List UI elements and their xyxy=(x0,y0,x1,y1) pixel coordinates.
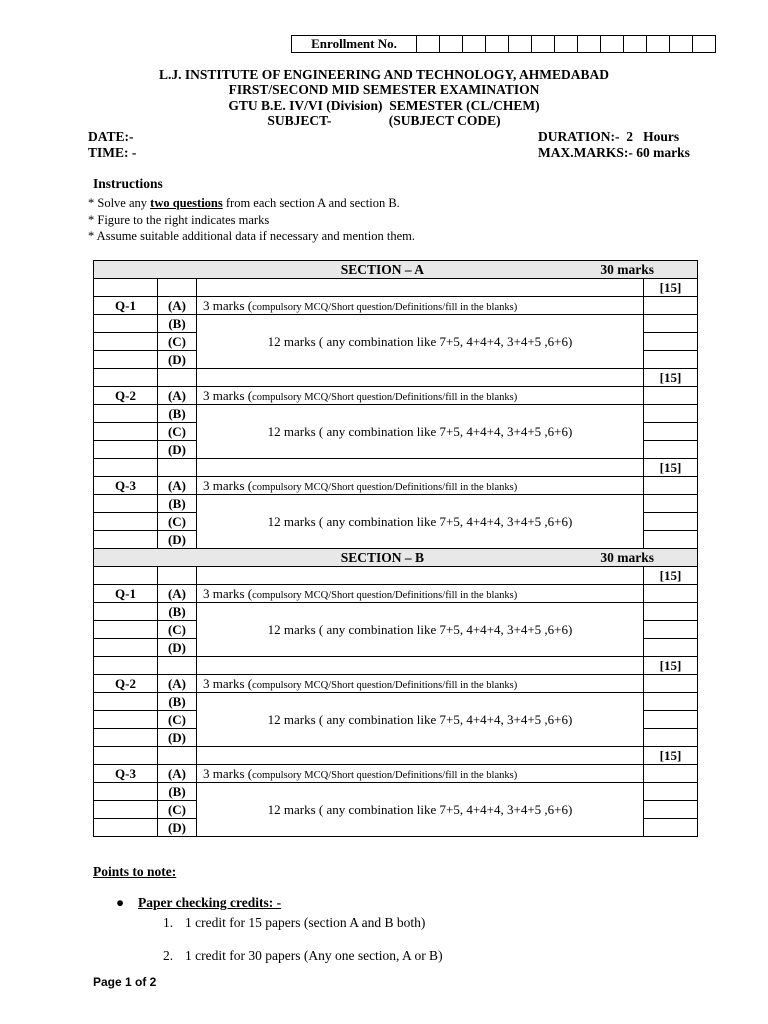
question-part-row xyxy=(94,495,698,513)
part-label: (B) xyxy=(158,315,197,333)
question-marks: [15] xyxy=(644,459,698,477)
question-number: Q-1 xyxy=(94,585,158,603)
twelve-marks-text: 12 marks ( any combination like 7+5, 4+4+4, 3+4+5 ,6+6) xyxy=(197,495,644,549)
twelve-marks-text: 12 marks ( any combination like 7+5, 4+4+4, 3+4+5 ,6+6) xyxy=(197,693,644,747)
time-label: TIME: - xyxy=(88,145,137,160)
enrollment-box xyxy=(291,35,716,53)
part-label: (C) xyxy=(158,621,197,639)
part-label: (A) xyxy=(158,585,197,603)
three-marks-text: 3 marks (compulsory MCQ/Short question/Definitions/fill in the blanks) xyxy=(197,585,644,603)
question-part-row xyxy=(94,477,698,495)
points-title: Points to note: xyxy=(93,864,177,879)
question-part-row xyxy=(94,387,698,405)
marks-cell xyxy=(644,585,698,603)
empty-cell xyxy=(197,459,644,477)
institute-name: L.J. INSTITUTE OF ENGINEERING AND TECHNOLOGY, AHMEDABAD xyxy=(159,67,609,82)
question-number xyxy=(94,819,158,837)
question-marks-row xyxy=(94,567,698,585)
empty-cell xyxy=(197,567,644,585)
enrollment-digit-cell[interactable] xyxy=(601,36,624,52)
question-part-row xyxy=(94,405,698,423)
marks-cell xyxy=(644,441,698,459)
section-marks: 30 marks xyxy=(600,549,654,565)
question-number xyxy=(94,513,158,531)
section-header-row xyxy=(94,261,698,279)
question-marks: [15] xyxy=(644,747,698,765)
empty-cell xyxy=(197,279,644,297)
part-label: (A) xyxy=(158,297,197,315)
part-label: (D) xyxy=(158,819,197,837)
question-part-row xyxy=(94,783,698,801)
semester-line: GTU B.E. IV/VI (Division) SEMESTER (CL/CHEM) xyxy=(228,98,540,113)
part-label: (A) xyxy=(158,765,197,783)
question-marks: [15] xyxy=(644,279,698,297)
question-number xyxy=(94,531,158,549)
enrollment-digit-cell[interactable] xyxy=(578,36,601,52)
question-number: Q-1 xyxy=(94,297,158,315)
part-label: (D) xyxy=(158,729,197,747)
enrollment-digit-cell[interactable] xyxy=(693,36,715,52)
marks-cell xyxy=(644,495,698,513)
empty-cell xyxy=(94,747,158,765)
marks-cell xyxy=(644,351,698,369)
twelve-marks-text: 12 marks ( any combination like 7+5, 4+4+4, 3+4+5 ,6+6) xyxy=(197,405,644,459)
section-header xyxy=(94,549,698,567)
instruction-emphasis: two questions xyxy=(150,196,223,210)
empty-cell xyxy=(158,657,197,675)
section-header-row xyxy=(94,549,698,567)
empty-cell xyxy=(158,459,197,477)
part-label: (D) xyxy=(158,531,197,549)
marks-cell xyxy=(644,531,698,549)
enrollment-label: Enrollment No. xyxy=(292,36,417,52)
part-label: (C) xyxy=(158,801,197,819)
marks-cell xyxy=(644,675,698,693)
empty-cell xyxy=(158,567,197,585)
section-title: SECTION – A xyxy=(340,261,424,277)
empty-cell xyxy=(94,567,158,585)
marks-cell xyxy=(644,315,698,333)
marks-cell xyxy=(644,297,698,315)
question-number xyxy=(94,801,158,819)
question-marks-row xyxy=(94,369,698,387)
part-label: (A) xyxy=(158,477,197,495)
question-part-row xyxy=(94,765,698,783)
marks-cell xyxy=(644,639,698,657)
marks-cell xyxy=(644,423,698,441)
question-number xyxy=(94,315,158,333)
enrollment-digit-cell[interactable] xyxy=(463,36,486,52)
section-title: SECTION – B xyxy=(340,549,424,565)
marks-cell xyxy=(644,693,698,711)
three-marks-text: 3 marks (compulsory MCQ/Short question/Definitions/fill in the blanks) xyxy=(197,765,644,783)
question-number xyxy=(94,693,158,711)
empty-cell xyxy=(94,369,158,387)
question-marks-row xyxy=(94,657,698,675)
enrollment-digit-cell[interactable] xyxy=(532,36,555,52)
instruction-3: * Assume suitable additional data if necessary and mention them. xyxy=(88,229,416,243)
question-number xyxy=(94,783,158,801)
question-number xyxy=(94,495,158,513)
part-label: (C) xyxy=(158,711,197,729)
enrollment-digit-cell[interactable] xyxy=(440,36,463,52)
part-label: (B) xyxy=(158,405,197,423)
credits-title: Paper checking credits: - xyxy=(138,895,282,910)
instruction-1: * Solve any two questions from each section A and section B. xyxy=(88,196,400,210)
question-table xyxy=(93,260,698,837)
question-marks-row xyxy=(94,459,698,477)
three-marks-text: 3 marks (compulsory MCQ/Short question/Definitions/fill in the blanks) xyxy=(197,387,644,405)
question-part-row xyxy=(94,315,698,333)
bullet-icon: ● xyxy=(116,895,125,910)
three-marks-text: 3 marks (compulsory MCQ/Short question/Definitions/fill in the blanks) xyxy=(197,477,644,495)
marks-cell xyxy=(644,621,698,639)
empty-cell xyxy=(197,657,644,675)
question-marks: [15] xyxy=(644,369,698,387)
enrollment-digit-cell[interactable] xyxy=(624,36,647,52)
enrollment-digit-cell[interactable] xyxy=(670,36,693,52)
credits-bullet xyxy=(116,895,281,911)
enrollment-digit-cell[interactable] xyxy=(486,36,509,52)
part-label: (B) xyxy=(158,783,197,801)
page-number: Page 1 of 2 xyxy=(93,975,157,989)
date-label: DATE:- xyxy=(88,129,134,144)
question-part-row xyxy=(94,693,698,711)
marks-cell xyxy=(644,387,698,405)
marks-cell xyxy=(644,819,698,837)
question-number xyxy=(94,621,158,639)
section-marks: 30 marks xyxy=(600,261,654,277)
marks-cell xyxy=(644,477,698,495)
twelve-marks-text: 12 marks ( any combination like 7+5, 4+4+4, 3+4+5 ,6+6) xyxy=(197,783,644,837)
twelve-marks-text: 12 marks ( any combination like 7+5, 4+4+4, 3+4+5 ,6+6) xyxy=(197,315,644,369)
part-label: (A) xyxy=(158,675,197,693)
three-marks-text: 3 marks (compulsory MCQ/Short question/Definitions/fill in the blanks) xyxy=(197,675,644,693)
question-number xyxy=(94,603,158,621)
part-label: (B) xyxy=(158,693,197,711)
section-header xyxy=(94,261,698,279)
question-part-row xyxy=(94,675,698,693)
marks-cell xyxy=(644,711,698,729)
question-number xyxy=(94,333,158,351)
empty-cell xyxy=(158,369,197,387)
question-part-row xyxy=(94,297,698,315)
marks-cell xyxy=(644,783,698,801)
instruction-2: * Figure to the right indicates marks xyxy=(88,213,270,227)
instructions-title: Instructions xyxy=(93,176,163,191)
part-label: (D) xyxy=(158,351,197,369)
question-number xyxy=(94,351,158,369)
question-number: Q-3 xyxy=(94,765,158,783)
part-label: (B) xyxy=(158,495,197,513)
marks-cell xyxy=(644,405,698,423)
part-label: (A) xyxy=(158,387,197,405)
question-marks: [15] xyxy=(644,657,698,675)
marks-cell xyxy=(644,801,698,819)
credit-item: 2. 1 credit for 30 papers (Any one section, A or B) xyxy=(163,948,443,963)
enrollment-digit-cell[interactable] xyxy=(509,36,532,52)
three-marks-text: 3 marks (compulsory MCQ/Short question/Definitions/fill in the blanks) xyxy=(197,297,644,315)
credit-item: 1. 1 credit for 15 papers (section A and B both) xyxy=(163,915,426,930)
question-number xyxy=(94,711,158,729)
question-marks-row xyxy=(94,747,698,765)
marks-cell xyxy=(644,765,698,783)
empty-cell xyxy=(94,279,158,297)
question-number xyxy=(94,729,158,747)
duration-label: DURATION:- 2 Hours xyxy=(538,129,680,144)
question-number xyxy=(94,639,158,657)
subject-line: SUBJECT- (SUBJECT CODE) xyxy=(267,113,501,128)
question-marks-row xyxy=(94,279,698,297)
empty-cell xyxy=(94,459,158,477)
empty-cell xyxy=(158,279,197,297)
question-part-row xyxy=(94,603,698,621)
question-number xyxy=(94,441,158,459)
enrollment-digit-cell[interactable] xyxy=(417,36,440,52)
part-label: (C) xyxy=(158,513,197,531)
part-label: (C) xyxy=(158,423,197,441)
question-number xyxy=(94,423,158,441)
question-marks: [15] xyxy=(644,567,698,585)
enrollment-digit-cell[interactable] xyxy=(647,36,670,52)
question-number xyxy=(94,405,158,423)
question-number: Q-2 xyxy=(94,675,158,693)
empty-cell xyxy=(197,747,644,765)
part-label: (B) xyxy=(158,603,197,621)
exam-title: FIRST/SECOND MID SEMESTER EXAMINATION xyxy=(228,82,540,97)
marks-cell xyxy=(644,333,698,351)
empty-cell xyxy=(197,369,644,387)
twelve-marks-text: 12 marks ( any combination like 7+5, 4+4+4, 3+4+5 ,6+6) xyxy=(197,603,644,657)
part-label: (D) xyxy=(158,639,197,657)
question-part-row xyxy=(94,585,698,603)
part-label: (D) xyxy=(158,441,197,459)
marks-cell xyxy=(644,729,698,747)
empty-cell xyxy=(94,657,158,675)
part-label: (C) xyxy=(158,333,197,351)
max-marks-label: MAX.MARKS:- 60 marks xyxy=(538,145,690,160)
empty-cell xyxy=(158,747,197,765)
marks-cell xyxy=(644,513,698,531)
question-number: Q-3 xyxy=(94,477,158,495)
marks-cell xyxy=(644,603,698,621)
question-number: Q-2 xyxy=(94,387,158,405)
enrollment-digit-cell[interactable] xyxy=(555,36,578,52)
